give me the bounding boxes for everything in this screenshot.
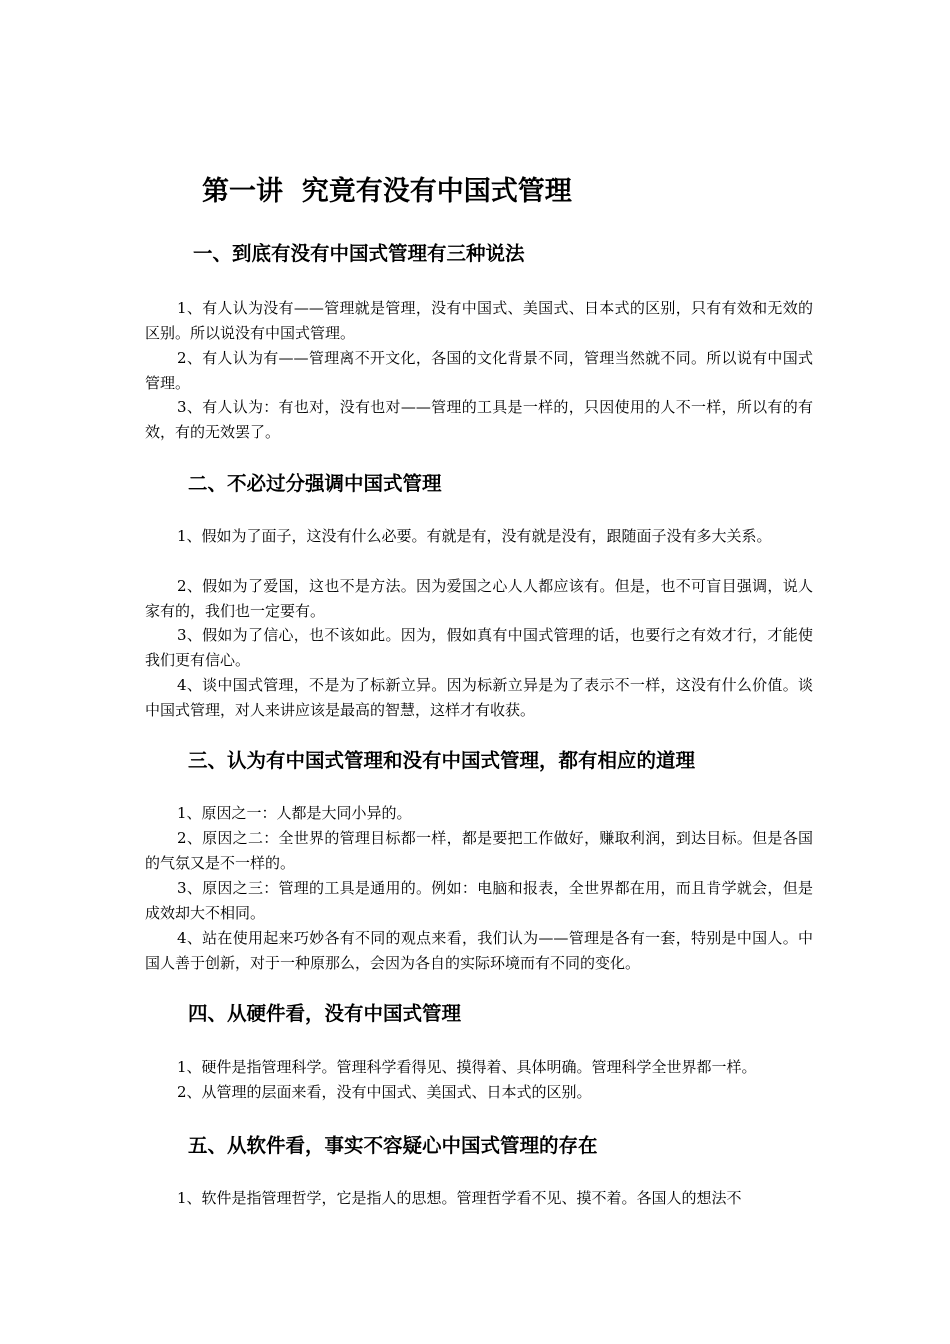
paragraph: 3、假如为了信心，也不该如此。因为，假如真有中国式管理的话，也要行之有效才行，才能使我们更有信心。 — [145, 626, 813, 669]
paragraph: 3、原因之三：管理的工具是通用的。例如：电脑和报表，全世界都在用，而且肯学就会，但是成效却大不相同。 — [145, 879, 813, 922]
section-heading-2: 二、不必过分强调中国式管理 — [188, 472, 442, 495]
paragraph: 1、有人认为没有——管理就是管理，没有中国式、美国式、日本式的区别，只有有效和无效的区别。所以说没有中国式管理。 — [145, 299, 813, 342]
paragraph: 2、原因之二：全世界的管理目标都一样，都是要把工作做好，赚取利润，到达目标。但是各国的气氛又是不一样的。 — [145, 829, 813, 872]
paragraph: 1、假如为了面子，这没有什么必要。有就是有，没有就是没有，跟随面子没有多大关系。 — [177, 527, 772, 545]
paragraph: 1、原因之一：人都是大同小异的。 — [177, 804, 412, 822]
page-title: 第一讲 究竟有没有中国式管理 — [202, 176, 572, 207]
section-heading-4: 四、从硬件看，没有中国式管理 — [188, 1002, 462, 1025]
paragraph: 2、假如为了爱国，这也不是方法。因为爱国之心人人都应该有。但是，也不可盲目强调，说人家有的，我们也一定要有。 — [145, 577, 813, 620]
section-heading-5: 五、从软件看，事实不容疑心中国式管理的存在 — [188, 1134, 598, 1157]
paragraph: 2、从管理的层面来看，没有中国式、美国式、日本式的区别。 — [177, 1083, 592, 1101]
paragraph: 2、有人认为有——管理离不开文化，各国的文化背景不同，管理当然就不同。所以说有中国式管理。 — [145, 349, 813, 392]
section-heading-1: 一、到底有没有中国式管理有三种说法 — [193, 242, 525, 265]
paragraph: 4、谈中国式管理，不是为了标新立异。因为标新立异是为了表示不一样，这没有什么价值。谈中国式管理，对人来讲应该是最高的智慧，这样才有收获。 — [145, 676, 813, 719]
paragraph: 3、有人认为：有也对，没有也对——管理的工具是一样的，只因使用的人不一样，所以有的有效，有的无效罢了。 — [145, 398, 813, 441]
paragraph: 1、硬件是指管理科学。管理科学看得见、摸得着、具体明确。管理科学全世界都一样。 — [177, 1058, 757, 1076]
paragraph: 4、站在使用起来巧妙各有不同的观点来看，我们认为——管理是各有一套，特别是中国人。中国人善于创新，对于一种原那么，会因为各自的实际环境而有不同的变化。 — [145, 929, 813, 972]
paragraph: 1、软件是指管理哲学，它是指人的思想。管理哲学看不见、摸不着。各国人的想法不 — [177, 1189, 742, 1207]
section-heading-3: 三、认为有中国式管理和没有中国式管理，都有相应的道理 — [188, 749, 696, 772]
